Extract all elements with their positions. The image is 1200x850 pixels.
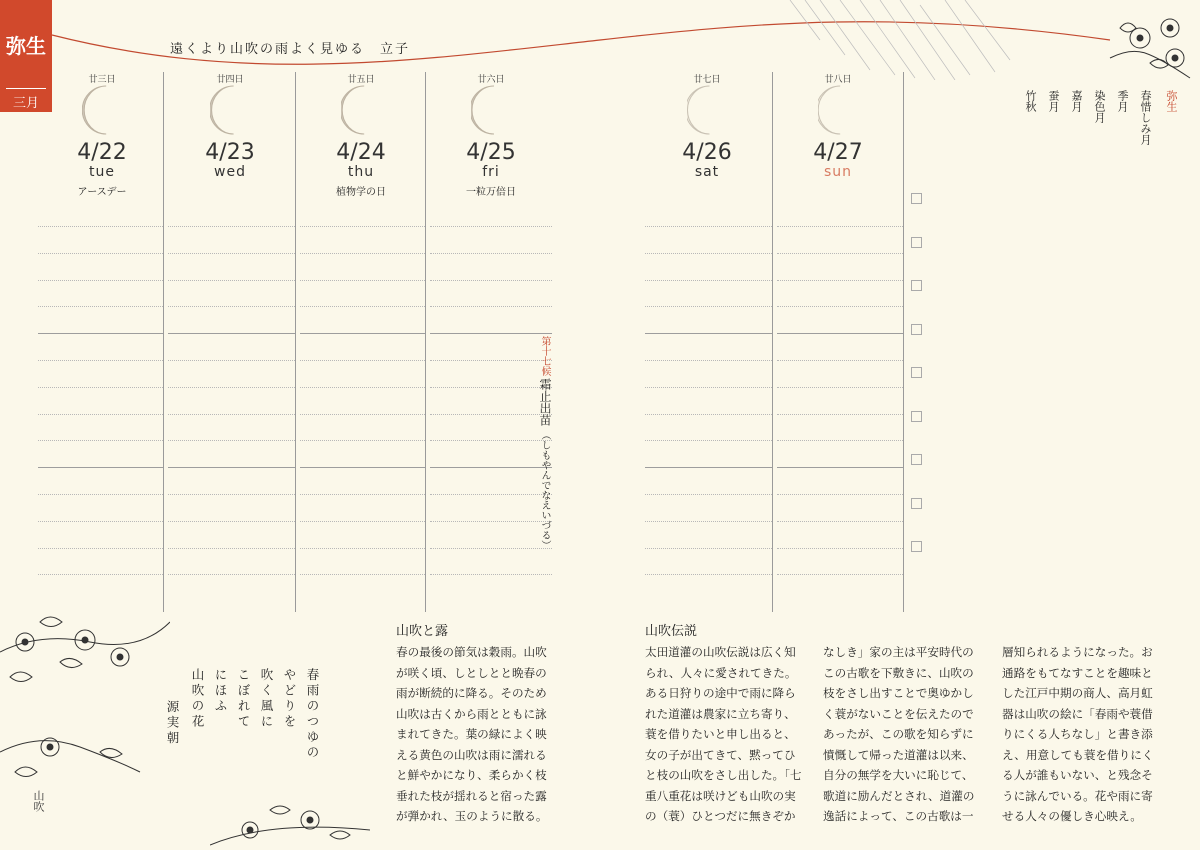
ruled-line [300, 574, 425, 575]
ruled-line [300, 521, 425, 522]
moon-phase-icon [210, 85, 244, 135]
article-dew-body [396, 642, 547, 827]
article-line: 山吹は古くから雨とともに詠 [396, 706, 547, 721]
todo-checkbox[interactable] [911, 193, 922, 204]
article-line: せる人々の優しき心映え。 [1002, 809, 1142, 823]
ruled-line [645, 387, 772, 388]
ruled-line [645, 306, 772, 307]
day-date: 4/23 [205, 140, 255, 165]
article-line: 歌道に励んだとされ、道灌の [823, 788, 975, 803]
article-line: 層知られるようになった。お [1002, 645, 1153, 659]
article-line: 蓑を借りたいと申し出ると、 [645, 727, 796, 741]
day-of-week: fri [482, 164, 500, 180]
poem-line: 山吹の花 [190, 668, 205, 730]
ruled-line [300, 440, 425, 441]
header-haiku: 遠くより山吹の雨よく見ゆる 立子 [170, 42, 411, 57]
sekki-name: 霜止出苗 [538, 378, 552, 426]
todo-checkbox[interactable] [911, 367, 922, 378]
article-line: える黄色の山吹は雨に濡れる [396, 747, 547, 762]
ruled-line [168, 467, 295, 468]
ruled-line [777, 467, 903, 468]
ruled-line [645, 253, 772, 254]
ruled-line [430, 414, 552, 415]
day-of-week: sat [694, 164, 720, 180]
todo-checkbox[interactable] [911, 541, 922, 552]
ruled-line [645, 280, 772, 281]
ruled-line [38, 467, 163, 468]
rain-lines [790, 0, 1010, 80]
month-tab-divider [6, 88, 46, 89]
article-line: まれてきた。葉の緑によく映 [396, 727, 547, 741]
ruled-line [645, 521, 772, 522]
ruled-line [300, 414, 425, 415]
ruled-line [38, 360, 163, 361]
article-line: 憤慨して帰った道灌は以来、 [823, 747, 974, 762]
article-line: が弾かれ、玉のように散る。 [396, 809, 548, 823]
poem-line: こぼれて [236, 668, 251, 730]
ruled-line [645, 574, 772, 575]
ruled-line [430, 494, 552, 495]
ruled-line [645, 414, 772, 415]
todo-checkbox[interactable] [911, 324, 922, 335]
ruled-line [168, 306, 295, 307]
ruled-line [38, 226, 163, 227]
ruled-line [168, 494, 295, 495]
column-divider [295, 72, 296, 612]
article-line: この古歌を下敷きに、山吹の [823, 665, 974, 680]
ruled-line [300, 387, 425, 388]
ruled-line [38, 414, 163, 415]
day-holiday: 一粒万倍日 [466, 187, 516, 198]
ruled-line [168, 574, 295, 575]
month-sub: 三月 [12, 96, 39, 111]
ruled-line [300, 280, 425, 281]
article-line: 自分の無学を大いに恥じて、 [823, 768, 974, 782]
poem-line: 春雨のつゆの [305, 668, 320, 761]
ruled-line [777, 494, 903, 495]
ruled-line [777, 548, 903, 549]
article-line: 太田道灌の山吹伝説は広く知 [645, 645, 796, 659]
day-kanji-date: 廿三日 [88, 75, 116, 85]
ruled-line [38, 333, 163, 334]
moon-crescent [341, 86, 364, 134]
ruled-line [300, 226, 425, 227]
article-line: した江戸中期の商人、高月虹 [1002, 686, 1153, 700]
ruled-line [645, 467, 772, 468]
day-of-week: thu [347, 164, 375, 180]
ruled-line [645, 440, 772, 441]
moon-phase-icon [341, 85, 375, 135]
column-divider [425, 72, 426, 612]
article-line: の（蓑）ひとつだに無きぞか [645, 809, 796, 823]
ruled-line [38, 440, 163, 441]
ruled-line [430, 333, 552, 334]
ruled-line [645, 548, 772, 549]
ruled-line [430, 440, 552, 441]
moon-crescent [210, 86, 234, 134]
flower-label: 山吹 [32, 790, 45, 812]
moon-phase-icon [687, 85, 721, 135]
ruled-line [168, 333, 295, 334]
ruled-line [38, 574, 163, 575]
month-alt-name: 嘉月 [1070, 90, 1083, 112]
article-line: 重八重花は咲けども山吹の実 [645, 788, 796, 803]
poem-line: やどりを [282, 668, 297, 730]
article-line: 枝をさし出すことで奥ゆかし [823, 686, 974, 700]
day-holiday: アースデー [77, 187, 127, 198]
day-kanji-date: 廿五日 [347, 75, 375, 85]
month-name: 弥生 [6, 34, 46, 58]
moon-phase-icon [471, 85, 505, 135]
ruled-line [430, 253, 552, 254]
ruled-line [168, 253, 295, 254]
ruled-line [38, 253, 163, 254]
day-kanji-date: 廿七日 [693, 75, 721, 85]
todo-checkbox[interactable] [911, 454, 922, 465]
todo-checkbox[interactable] [911, 280, 922, 291]
article-line: 雨が断続的に降る。そのため [396, 686, 547, 700]
article-line: ある日狩りの途中で雨に降ら [645, 686, 796, 700]
day-of-week: sun [823, 164, 853, 180]
ruled-line [38, 494, 163, 495]
ruled-line [777, 253, 903, 254]
ruled-line [645, 226, 772, 227]
ruled-line [38, 521, 163, 522]
ruled-line [430, 548, 552, 549]
moon-crescent [82, 86, 106, 134]
article-line: 女の子が出てきて、黙ってひ [645, 747, 796, 762]
day-date: 4/24 [336, 140, 386, 165]
article-line: え、用意しても蓑を借りにく [1002, 747, 1154, 762]
ruled-line [777, 387, 903, 388]
article-line: りにくる人ちなし」と書き添 [1002, 727, 1153, 741]
ruled-line [168, 280, 295, 281]
poem-line: 吹く風に [259, 668, 274, 730]
ruled-line [777, 360, 903, 361]
day-date: 4/26 [682, 140, 732, 165]
month-alt-name: 竹秋 [1024, 90, 1037, 112]
ruled-line [777, 440, 903, 441]
poem-author: 源実朝 [165, 700, 180, 747]
moon-crescent [818, 86, 840, 134]
article-line: られ、人々に愛されてきた。 [645, 665, 797, 680]
moon-crescent [471, 86, 494, 134]
day-date: 4/22 [77, 140, 127, 165]
ruled-line [300, 360, 425, 361]
ruled-line [777, 306, 903, 307]
article-line: なしき」家の主は平安時代の [823, 645, 974, 659]
ruled-line [300, 253, 425, 254]
ruled-line [645, 360, 772, 361]
moon-phase-icon [818, 85, 852, 135]
yamabuki-flower-illustration-bottom [210, 800, 370, 850]
ruled-line [777, 521, 903, 522]
day-kanji-date: 廿六日 [477, 75, 505, 85]
ruled-line [645, 333, 772, 334]
side-month-label: 弥生 [1165, 90, 1178, 112]
ruled-line [645, 494, 772, 495]
ruled-line [38, 280, 163, 281]
month-alt-name: 蚕月 [1047, 90, 1060, 112]
column-divider [772, 72, 773, 612]
ruled-line [168, 387, 295, 388]
ruled-line [430, 521, 552, 522]
article-line: うに詠んでいる。花や雨に寄 [1002, 788, 1153, 803]
ruled-line [300, 494, 425, 495]
ruled-line [777, 280, 903, 281]
moon-crescent [687, 86, 710, 134]
ruled-line [168, 440, 295, 441]
article-line: 逸話によって、この古歌は一 [823, 809, 974, 823]
article-line: る人が誰もいない、と残念そ [1002, 768, 1153, 782]
ruled-line [430, 360, 552, 361]
article-line: れた道灌は農家に立ち寄り、 [645, 706, 796, 721]
day-date: 4/25 [466, 140, 516, 165]
todo-checkbox[interactable] [911, 498, 922, 509]
article-legend-title: 山吹伝説 [645, 624, 698, 639]
ruled-line [38, 548, 163, 549]
ruled-line [38, 306, 163, 307]
article-line: 器は山吹の絵に「春雨や蓑借 [1002, 706, 1153, 721]
ruled-line [430, 226, 552, 227]
ruled-line [168, 521, 295, 522]
article-line: 春の最後の節気は穀雨。山吹 [396, 645, 547, 659]
todo-checkbox[interactable] [911, 237, 922, 248]
ruled-line [300, 467, 425, 468]
article-line: が咲く頃、しとしとと晩春の [396, 665, 547, 680]
ruled-line [777, 414, 903, 415]
yamabuki-flower-illustration-top [1100, 8, 1200, 88]
todo-checkbox[interactable] [911, 411, 922, 422]
ruled-line [300, 333, 425, 334]
column-divider [163, 72, 164, 612]
article-line: く蓑がないことを伝えたので [823, 706, 974, 721]
day-date: 4/27 [813, 140, 863, 165]
ruled-line [300, 306, 425, 307]
sekki-reading: （しもやんでなえいづる） [539, 430, 550, 550]
day-of-week: tue [89, 164, 115, 180]
day-kanji-date: 廿四日 [216, 75, 244, 85]
ruled-line [777, 333, 903, 334]
ruled-line [168, 414, 295, 415]
ruled-line [168, 548, 295, 549]
article-legend-col1 [645, 642, 802, 827]
ruled-line [430, 574, 552, 575]
ruled-line [168, 226, 295, 227]
day-kanji-date: 廿八日 [824, 75, 852, 85]
yamabuki-flower-illustration-left [0, 612, 170, 850]
article-line: 垂れた枝が揺れると宿った露 [396, 788, 547, 803]
poem-line: にほふ [213, 668, 228, 715]
article-dew-title: 山吹と露 [396, 624, 449, 639]
ruled-line [777, 574, 903, 575]
month-alt-name: 春惜しみ月 [1139, 90, 1152, 145]
day-holiday: 植物学の日 [336, 187, 386, 198]
article-legend-col3 [1002, 642, 1153, 827]
ruled-line [430, 387, 552, 388]
sekki-number: 第十七候 [539, 336, 550, 376]
ruled-line [168, 360, 295, 361]
moon-phase-icon [82, 85, 116, 135]
article-line: あったが、この歌を知らずに [823, 727, 974, 741]
month-alt-name: 季月 [1116, 90, 1129, 112]
article-line: 通路をもてなすことを趣味と [1002, 665, 1153, 680]
ruled-line [38, 387, 163, 388]
article-line: と枝の山吹をさし出した。「七 [645, 768, 802, 782]
day-of-week: wed [214, 164, 246, 180]
article-line: と鮮やかになり、柔らかく枝 [396, 768, 547, 782]
column-divider [903, 72, 904, 612]
ruled-line [430, 306, 552, 307]
ruled-line [777, 226, 903, 227]
month-alt-name: 染色月 [1093, 90, 1106, 123]
ruled-line [430, 280, 552, 281]
ruled-line [300, 548, 425, 549]
ruled-line [430, 467, 552, 468]
article-legend-col2 [823, 642, 974, 827]
